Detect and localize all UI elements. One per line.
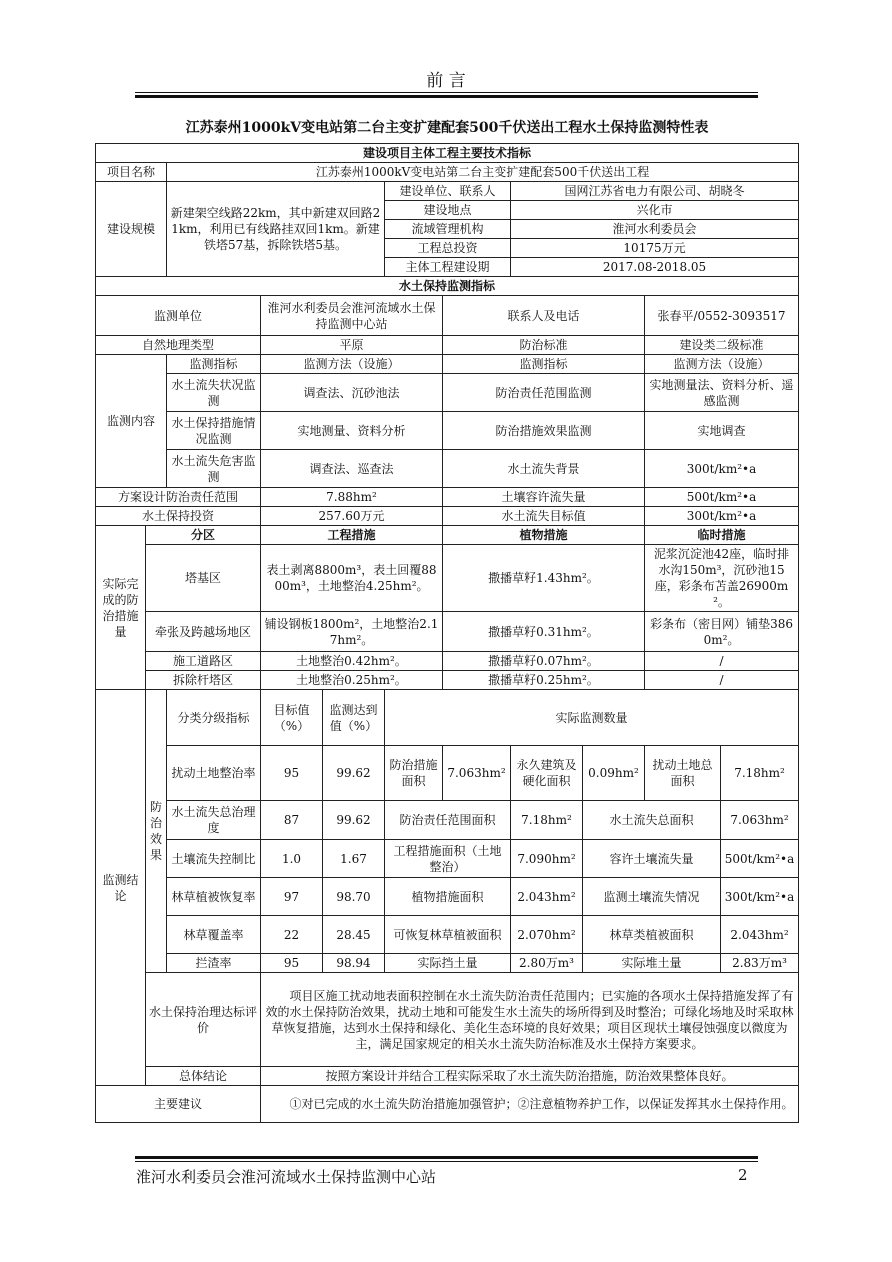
target-loss-value: 300t/km²•a — [645, 507, 799, 526]
standard-value: 建设类二级标准 — [645, 336, 799, 355]
conclusion-r5-a2: 林草类植被面积 — [583, 916, 721, 954]
standard-label: 防治标准 — [443, 336, 645, 355]
content-r2-method-2: 实地调查 — [645, 412, 799, 450]
swc-investment-label: 水土保持投资 — [96, 507, 261, 526]
conclusion-r1-a3: 扰动土地总面积 — [645, 746, 721, 801]
evaluation-label: 水土保持治理达标评价 — [146, 973, 261, 1067]
conclusion-r3-a2: 容许土壤流失量 — [583, 840, 721, 878]
conclusion-r6-reached: 98.94 — [323, 954, 385, 973]
conclusion-r3-v2: 500t/km²•a — [721, 840, 799, 878]
conclusion-r4-v1: 2.043hm² — [511, 878, 583, 916]
conclusion-r4-target: 97 — [261, 878, 323, 916]
content-header-method: 监测方法（设施） — [261, 355, 443, 374]
basin-value: 淮河水利委员会 — [511, 220, 799, 239]
measures-row-zone: 塔基区 — [146, 545, 261, 612]
measures-row-eng: 土地整治0.42hm²。 — [261, 652, 443, 671]
measures-header-zone: 分区 — [146, 526, 261, 545]
measures-row-eng: 表土剥离8800m³，表土回覆8800m³，土地整治4.25hm²。 — [261, 545, 443, 612]
content-r3-index: 水土流失危害监测 — [167, 450, 261, 488]
conclusion-r3-target: 1.0 — [261, 840, 323, 878]
contact-value: 张春平/0552-3093517 — [645, 296, 799, 336]
conclusion-r2-a2: 水土流失总面积 — [583, 801, 721, 840]
suggestion-text: ①对已完成的水土流失防治措施加强管护；②注意植物养护工作，以保证发挥其水土保持作用。 — [261, 1086, 799, 1123]
suggestion-label: 主要建议 — [96, 1086, 261, 1123]
measures-row-zone: 牵张及跨越场地区 — [146, 612, 261, 652]
footer-rule-thick — [135, 1156, 758, 1159]
monitor-unit-value: 淮河水利委员会淮河流域水土保持监测中心站 — [261, 296, 443, 336]
conclusion-r5-v1: 2.070hm² — [511, 916, 583, 954]
measures-row-eng: 土地整治0.25hm²。 — [261, 671, 443, 690]
conclusion-r3-index: 土壤流失控制比 — [167, 840, 261, 878]
scale-label: 建设规模 — [96, 182, 167, 277]
content-label: 监测内容 — [96, 355, 167, 488]
conclusion-r4-reached: 98.70 — [323, 878, 385, 916]
measures-row-zone: 施工道路区 — [146, 652, 261, 671]
conclusion-r3-reached: 1.67 — [323, 840, 385, 878]
overall-conclusion-label: 总体结论 — [146, 1067, 261, 1086]
construction-unit-value: 国网江苏省电力有限公司、胡晓冬 — [511, 182, 799, 201]
conclusion-r1-target: 95 — [261, 746, 323, 801]
conclusion-r1-v2: 0.09hm² — [583, 746, 645, 801]
conclusion-r1-v1: 7.063hm² — [443, 746, 511, 801]
construction-unit-label: 建设单位、联系人 — [385, 182, 511, 201]
build-period-value: 2017.08-2018.05 — [511, 258, 799, 277]
conclusion-r6-a1: 实际挡土量 — [385, 954, 511, 973]
measures-header-plant: 植物措施 — [443, 526, 645, 545]
footer-organization: 淮河水利委员会淮河流域水土保持监测中心站 — [136, 1168, 437, 1186]
tolerable-loss-label: 土壤容许流失量 — [443, 488, 645, 507]
conclusion-r4-v2: 300t/km²•a — [721, 878, 799, 916]
footer-rule-thin — [135, 1161, 758, 1162]
measures-row-temp: / — [645, 652, 799, 671]
measures-header-temp: 临时措施 — [645, 526, 799, 545]
conclusion-r6-target: 95 — [261, 954, 323, 973]
conclusion-r5-v2: 2.043hm² — [721, 916, 799, 954]
conclusion-r1-a2: 永久建筑及硬化面积 — [511, 746, 583, 801]
conclusion-r2-target: 87 — [261, 801, 323, 840]
contact-label: 联系人及电话 — [443, 296, 645, 336]
measures-row-eng: 铺设钢板1800m²，土地整治2.17hm²。 — [261, 612, 443, 652]
measures-row-plant: 撒播草籽0.31hm²。 — [443, 612, 645, 652]
content-r1-method-2: 实地测量法、资料分析、遥感监测 — [645, 374, 799, 412]
conclusion-r1-reached: 99.62 — [323, 746, 385, 801]
conclusion-r4-a2: 监测土壤流失情况 — [583, 878, 721, 916]
conclusion-r1-index: 扰动土地整治率 — [167, 746, 261, 801]
scale-description: 新建架空线路22km，其中新建双回路21km，利用已有线路挂双回1km。新建铁塔57基，拆除铁塔5基。 — [167, 182, 385, 277]
conclusion-r3-v1: 7.090hm² — [511, 840, 583, 878]
target-loss-label: 水土流失目标值 — [443, 507, 645, 526]
measures-row-temp: 泥浆沉淀池42座，临时排水沟150m³，沉砂池15座，彩条布苫盖26900m²。 — [645, 545, 799, 612]
conclusion-r2-v2: 7.063hm² — [721, 801, 799, 840]
geo-type-label: 自然地理类型 — [96, 336, 261, 355]
conclusion-r4-a1: 植物措施面积 — [385, 878, 511, 916]
measures-header-eng: 工程措施 — [261, 526, 443, 545]
document-title: 江苏泰州1000kV变电站第二台主变扩建配套500千伏送出工程水土保持监测特性表 — [185, 120, 709, 136]
conclusion-header-target: 目标值（%） — [261, 690, 323, 746]
content-header-index-2: 监测指标 — [443, 355, 645, 374]
swc-investment-value: 257.60万元 — [261, 507, 443, 526]
content-r3-method-2: 300t/km²•a — [645, 450, 799, 488]
content-header-method-2: 监测方法（设施） — [645, 355, 799, 374]
header-rule-thin — [135, 92, 758, 93]
measures-row-plant: 撒播草籽1.43hm²。 — [443, 545, 645, 612]
location-label: 建设地点 — [385, 201, 511, 220]
total-investment-label: 工程总投资 — [385, 239, 511, 258]
conclusion-r6-a2: 实际堆土量 — [583, 954, 721, 973]
scope-label: 方案设计防治责任范围 — [96, 488, 261, 507]
conclusion-r2-index: 水土流失总治理度 — [167, 801, 261, 840]
evaluation-text: 项目区施工扰动地表面积控制在水土流失防治责任范围内；已实施的各项水土保持措施发挥了有效的水土保持防治效果，扰动土地和可能发生水土流失的场所得到及时整治；可绿化场地及时采取林草恢复措施，达到水土保持和绿化、美化生态环境的良好效果；项目区现状土壤侵蚀强度以微度为主，满足国家规定的相关水土流失防治标准及水土保持方案要求。 — [261, 973, 799, 1067]
measures-row-plant: 撒播草籽0.07hm²。 — [443, 652, 645, 671]
location-value: 兴化市 — [511, 201, 799, 220]
conclusion-r5-a1: 可恢复林草植被面积 — [385, 916, 511, 954]
content-r1-index: 水土流失状况监测 — [167, 374, 261, 412]
effect-label: 防治效果 — [146, 690, 167, 973]
content-r1-method: 调查法、沉砂池法 — [261, 374, 443, 412]
conclusion-header-actual: 实际监测数量 — [385, 690, 799, 746]
conclusion-label: 监测结论 — [96, 690, 146, 1086]
content-r2-index: 水土保持措施情况监测 — [167, 412, 261, 450]
content-r1-index-2: 防治责任范围监测 — [443, 374, 645, 412]
conclusion-header-reached: 监测达到值（%） — [323, 690, 385, 746]
conclusion-r6-index: 拦渣率 — [167, 954, 261, 973]
project-name-value: 江苏泰州1000kV变电站第二台主变扩建配套500千伏送出工程 — [167, 163, 799, 182]
project-name-label: 项目名称 — [96, 163, 167, 182]
basin-label: 流域管理机构 — [385, 220, 511, 239]
conclusion-r6-v1: 2.80万m³ — [511, 954, 583, 973]
page-header-title: 前 言 — [426, 71, 466, 91]
content-r3-index-2: 水土流失背景 — [443, 450, 645, 488]
build-period-label: 主体工程建设期 — [385, 258, 511, 277]
total-investment-value: 10175万元 — [511, 239, 799, 258]
header-rule-thick — [135, 95, 758, 98]
measures-row-temp: / — [645, 671, 799, 690]
conclusion-r4-index: 林草植被恢复率 — [167, 878, 261, 916]
conclusion-r6-v2: 2.83万m³ — [721, 954, 799, 973]
monitor-unit-label: 监测单位 — [96, 296, 261, 336]
measures-row-plant: 撒播草籽0.25hm²。 — [443, 671, 645, 690]
measures-row-temp: 彩条布（密目网）铺垫3860m²。 — [645, 612, 799, 652]
section-title-main-project: 建设项目主体工程主要技术指标 — [96, 144, 799, 163]
measures-row-zone: 拆除杆塔区 — [146, 671, 261, 690]
scope-value: 7.88hm² — [261, 488, 443, 507]
characteristics-table — [95, 143, 799, 1123]
geo-type-value: 平原 — [261, 336, 443, 355]
conclusion-r3-a1: 工程措施面积（土地整治） — [385, 840, 511, 878]
conclusion-r5-target: 22 — [261, 916, 323, 954]
measures-label: 实际完成的防治措施量 — [96, 526, 146, 690]
content-r3-method: 调查法、巡查法 — [261, 450, 443, 488]
conclusion-r5-index: 林草覆盖率 — [167, 916, 261, 954]
conclusion-r5-reached: 28.45 — [323, 916, 385, 954]
content-header-index: 监测指标 — [167, 355, 261, 374]
page-number: 2 — [738, 1166, 748, 1184]
content-r2-method: 实地测量、资料分析 — [261, 412, 443, 450]
content-r2-index-2: 防治措施效果监测 — [443, 412, 645, 450]
conclusion-r1-v3: 7.18hm² — [721, 746, 799, 801]
tolerable-loss-value: 500t/km²•a — [645, 488, 799, 507]
conclusion-r2-v1: 7.18hm² — [511, 801, 583, 840]
conclusion-r2-reached: 99.62 — [323, 801, 385, 840]
overall-conclusion-text: 按照方案设计并结合工程实际采取了水土流失防治措施，防治效果整体良好。 — [261, 1067, 799, 1086]
section-title-monitoring: 水土保持监测指标 — [96, 277, 799, 296]
conclusion-r2-a1: 防治责任范围面积 — [385, 801, 511, 840]
conclusion-r1-a1: 防治措施面积 — [385, 746, 443, 801]
conclusion-header-index: 分类分级指标 — [167, 690, 261, 746]
